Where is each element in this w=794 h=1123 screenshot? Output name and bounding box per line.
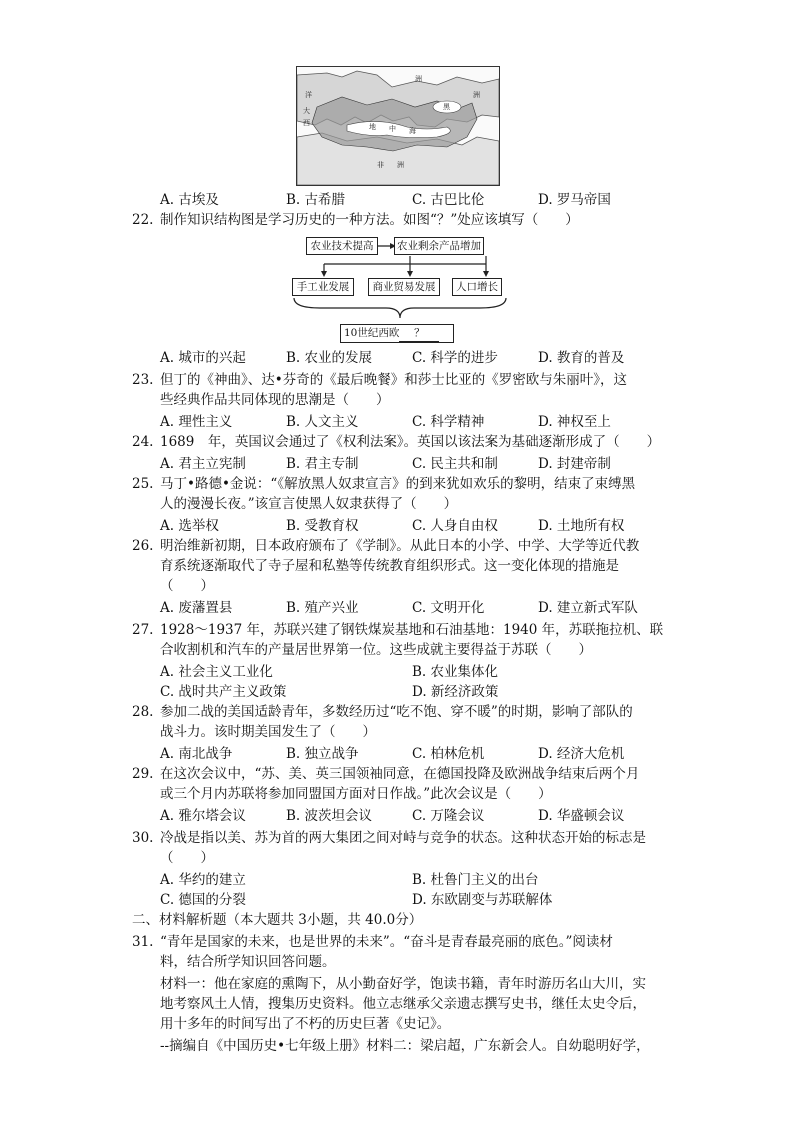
q25-option-d: D. 土地所有权 (538, 518, 625, 534)
q27-stem-line: 1928～1937 年，苏联兴建了钢铁煤炭基地和石油基地：1940 年，苏联拖拉机、联 (160, 622, 664, 638)
q27-option-d: D. 新经济政策 (412, 684, 499, 700)
q23-option-c: C. 科学精神 (412, 414, 485, 430)
q26-option-a: A. 废藩置县 (160, 600, 233, 616)
q26-option-d: D. 建立新式军队 (538, 600, 638, 616)
diagram-box-result (340, 324, 454, 343)
map-image (297, 67, 499, 185)
q30-stem-line: （ ） (160, 850, 214, 866)
q26-stem-line: 明治维新初期，日本政府颁布了《学制》。从此日本的小学、中学、大学等近代教 (160, 538, 640, 554)
q23-option-d: D. 神权至上 (538, 414, 611, 430)
map-label: 地 (369, 123, 376, 131)
q31-number: 31. (132, 934, 154, 950)
q21-option-c: C. 古巴比伦 (412, 192, 485, 208)
q25-option-b: B. 受教育权 (286, 518, 359, 534)
q23-option-a: A. 理性主义 (160, 414, 233, 430)
map-label: 洲 (397, 161, 404, 169)
q29-number: 29. (132, 766, 154, 782)
q26-stem-line: 育系统逐渐取代了寺子屋和私塾等传统教育组织形式。这一变化体现的措施是 (160, 558, 619, 574)
diagram-result-prefix: 10世纪西欧 (344, 327, 400, 339)
q31-text-line: 地考察风土人情，搜集历史资料。他立志继承父亲遗志撰写史书，继任太史令后， (160, 996, 646, 1012)
q29-option-b: B. 波茨坦会议 (286, 808, 373, 824)
q31-text-line: --摘编自《中国历史•七年级上册》材料二：梁启超，广东新会人。自幼聪明好学， (160, 1038, 650, 1054)
map-label: 洲 (415, 75, 422, 83)
q23-stem-line: 但丁的《神曲》、达•芬奇的《最后晚餐》和莎士比亚的《罗密欧与朱丽叶》，这 (160, 372, 627, 388)
q25-number: 25. (132, 476, 154, 492)
map-label: 海 (409, 127, 416, 135)
q25-option-c: C. 人身自由权 (412, 518, 498, 534)
q31-text-line: “青年是国家的未来，也是世界的未来”。“奋斗是青春最亮丽的底色。”阅读材 (160, 934, 613, 950)
q30-option-c: C. 德国的分裂 (160, 892, 246, 908)
q22-stem: 制作知识结构图是学习历史的一种方法。如图“？”处应该填写（ ） (160, 212, 579, 228)
diagram-box-commerce: 商业贸易发展 (368, 278, 440, 296)
q22-option-d: D. 教育的普及 (538, 350, 625, 366)
map-label: 洲 (473, 91, 480, 99)
q27-number: 27. (132, 622, 154, 638)
q29-option-c: C. 万隆会议 (412, 808, 485, 824)
diagram-box-surplus: 农业剩余产品增加 (394, 237, 484, 255)
q30-option-d: D. 东欧剧变与苏联解体 (412, 892, 553, 908)
q25-option-a: A. 选举权 (160, 518, 219, 534)
q24-option-d: D. 封建帝制 (538, 456, 611, 472)
diagram-box-population: 人口增长 (452, 278, 502, 296)
q27-option-b: B. 农业集体化 (412, 664, 499, 680)
map-label: 黑 (443, 103, 450, 111)
q26-option-b: B. 殖产兴业 (286, 600, 359, 616)
q23-option-b: B. 人文主义 (286, 414, 359, 430)
map-label: 非 (377, 161, 384, 169)
q30-number: 30. (132, 830, 154, 846)
q21-option-a: A. 古埃及 (160, 192, 219, 208)
map-label: 洋 (305, 91, 312, 99)
q28-option-c: C. 柏林危机 (412, 746, 485, 762)
q25-stem-line: 马丁•路德•金说：“《解放黑人奴隶宣言》的到来犹如欢乐的黎明，结束了束缚黑 (160, 476, 636, 492)
q24-number: 24. (132, 434, 154, 450)
q24-option-a: A. 君主立宪制 (160, 456, 246, 472)
q30-option-b: B. 杜鲁门主义的出台 (412, 872, 539, 888)
q22-number: 22. (132, 212, 154, 228)
q28-option-b: B. 独立战争 (286, 746, 359, 762)
q29-stem-line: 或三个月内苏联将参加同盟国方面对日作战。”此次会议是（ ） (160, 786, 552, 802)
q24-option-b: B. 君主专制 (286, 456, 359, 472)
q31-text-line: 料，结合所学知识回答问题。 (160, 954, 336, 970)
map-label: 中 (389, 125, 396, 133)
q26-number: 26. (132, 538, 154, 554)
q29-stem-line: 在这次会议中，“苏、美、英三国领袖同意，在德国投降及欧洲战争结束后两个月 (160, 766, 640, 782)
q28-option-a: A. 南北战争 (160, 746, 233, 762)
q23-number: 23. (132, 372, 154, 388)
q30-stem-line: 冷战是指以美、苏为首的两大集团之间对峙与竞争的状态。这种状态开始的标志是 (160, 830, 646, 846)
q28-stem-line: 战斗力。该时期美国发生了（ ） (160, 724, 376, 740)
q22-option-b: B. 农业的发展 (286, 350, 373, 366)
q21-option-d: D. 罗马帝国 (538, 192, 611, 208)
q27-stem-line: 合收割机和汽车的产量居世界第一位。这些成就主要得益于苏联（ ） (160, 642, 592, 658)
section-heading: 二、材料解析题（本大题共 3小题，共 40.0分） (132, 912, 423, 928)
diagram-box-handicraft: 手工业发展 (292, 278, 354, 296)
q22-option-c: C. 科学的进步 (412, 350, 498, 366)
q27-option-c: C. 战时共产主义政策 (160, 684, 287, 700)
q29-option-d: D. 华盛顿会议 (538, 808, 625, 824)
q24-stem: 1689 年，英国议会通过了《权利法案》。英国以该法案为基础逐渐形成了（ ） (160, 434, 661, 450)
q21-option-b: B. 古希腊 (286, 192, 346, 208)
q22-option-a: A. 城市的兴起 (160, 350, 246, 366)
q26-option-c: C. 文明开化 (412, 600, 485, 616)
q28-option-d: D. 经济大危机 (538, 746, 625, 762)
q28-number: 28. (132, 704, 154, 720)
map-label: 西 (303, 119, 310, 127)
q28-stem-line: 参加二战的美国适龄青年，多数经历过“吃不饱、穿不暖”的时期，影响了部队的 (160, 704, 633, 720)
q26-stem-line: （ ） (160, 578, 214, 594)
q24-option-c: C. 民主共和制 (412, 456, 498, 472)
q29-option-a: A. 雅尔塔会议 (160, 808, 246, 824)
q30-option-a: A. 华约的建立 (160, 872, 246, 888)
q23-stem-line: 些经典作品共同体现的思潮是（ ） (160, 392, 390, 408)
map-label: 大 (303, 107, 310, 115)
roman-empire-map (296, 66, 500, 186)
q31-text-line: 材料一：他在家庭的熏陶下，从小勤奋好学，饱读书籍，青年时游历名山大川，实 (160, 976, 646, 992)
diagram-result-blank: ？ (399, 325, 439, 342)
q25-stem-line: 人的漫漫长夜。”该宣言使黑人奴隶获得了（ ） (160, 496, 458, 512)
q31-text-line: 用十多年的时间写出了不朽的历史巨著《史记》。 (160, 1016, 451, 1032)
diagram-box-tech: 农业技术提高 (306, 237, 378, 255)
q27-option-a: A. 社会主义工业化 (160, 664, 273, 680)
